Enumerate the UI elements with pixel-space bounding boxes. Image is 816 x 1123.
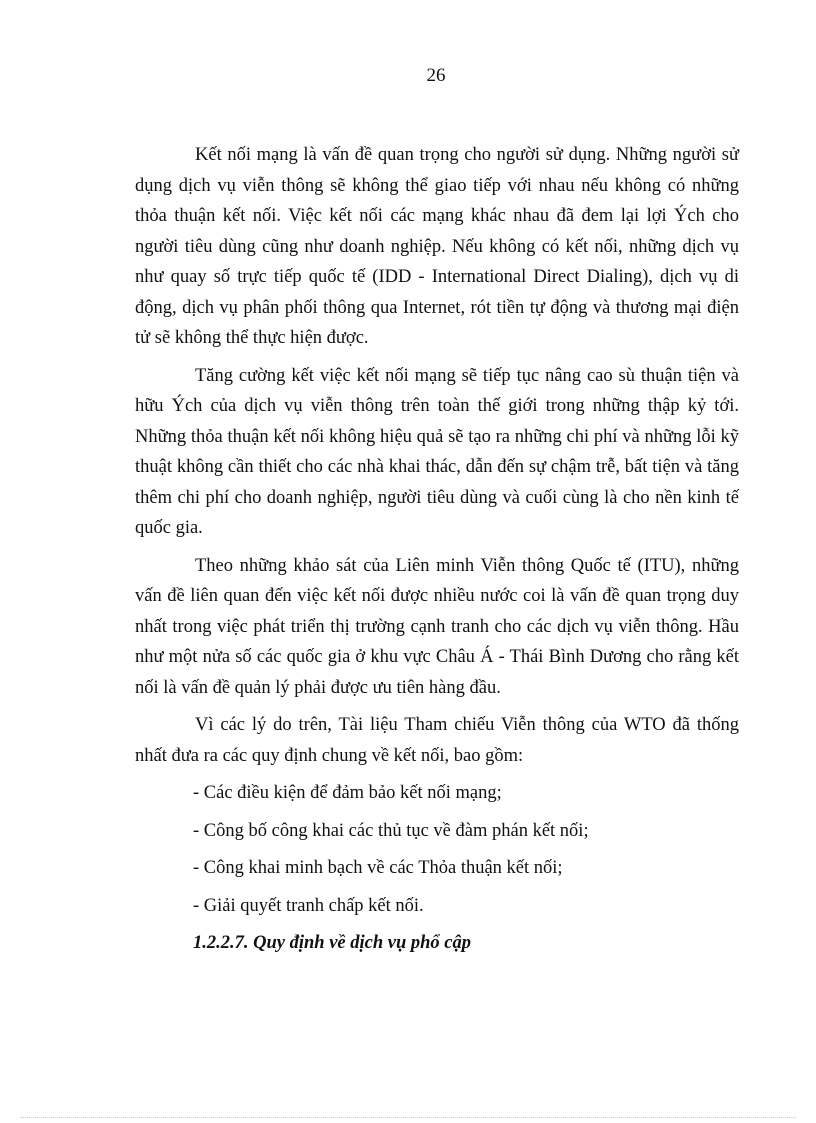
paragraph-interconnection-importance: Kết nối mạng là vấn đề quan trọng cho người sử dụng. Những người sử dụng dịch vụ viễn thông sẽ không thể giao tiếp với nhau nếu không có những thỏa thuận kết nối. Việc kết nối các mạng khác nhau đã đem lại lợi Ých cho người tiêu dùng cũng như doanh nghiệp. Nếu không có kết nối, những dịch vụ như quay số trực tiếp quốc tế (IDD - International Direct Dialing), dịch vụ di động, dịch vụ phân phối thông qua Internet, rót tiền tự động và thương mại điện tử sẽ không thể thực hiện được. <box>135 145 739 348</box>
bullet-list <box>135 778 739 921</box>
footer-divider <box>20 1117 796 1118</box>
list-item: - Các điều kiện để đảm bảo kết nối mạng; <box>193 783 502 803</box>
paragraph-wto-reference: Vì các lý do trên, Tài liệu Tham chiếu Viễn thông của WTO đã thống nhất đưa ra các quy định chung về kết nối, bao gồm: <box>135 715 739 766</box>
page-number: 26 <box>426 65 446 86</box>
list-item: - Công bố công khai các thủ tục về đàm phán kết nối; <box>193 820 589 841</box>
list-item: - Giải quyết tranh chấp kết nối. <box>193 895 424 916</box>
paragraph-itu-survey: Theo những khảo sát của Liên minh Viễn thông Quốc tế (ITU), những vấn đề liên quan đến việc kết nối được nhiều nước coi là vấn đề quan trọng duy nhất trong việc phát triển thị trường cạnh tranh cho các dịch vụ viễn thông. Hầu như một nửa số các quốc gia ở khu vực Châu Á - Thái Bình Dương cho rằng kết nối là vấn đề quản lý phải được ưu tiên hàng đầu. <box>135 555 739 698</box>
document-body <box>135 140 739 959</box>
paragraph-interconnection-benefits: Tăng cường kết việc kết nối mạng sẽ tiếp tục nâng cao sù thuận tiện và hữu Ých của dịch vụ viễn thông trên toàn thế giới trong những thập kỷ tới. Những thỏa thuận kết nối không hiệu quả sẽ tạo ra những chi phí và những lỗi kỹ thuật không cần thiết cho các nhà khai thác, dẫn đến sự chậm trễ, bất tiện và tăng thêm chi phí cho doanh nghiệp, người tiêu dùng và cuối cùng là cho nền kinh tế quốc gia. <box>135 365 739 538</box>
list-item: - Công khai minh bạch về các Thỏa thuận kết nối; <box>193 858 563 878</box>
section-heading: 1.2.2.7. Quy định về dịch vụ phổ cập <box>193 933 472 953</box>
